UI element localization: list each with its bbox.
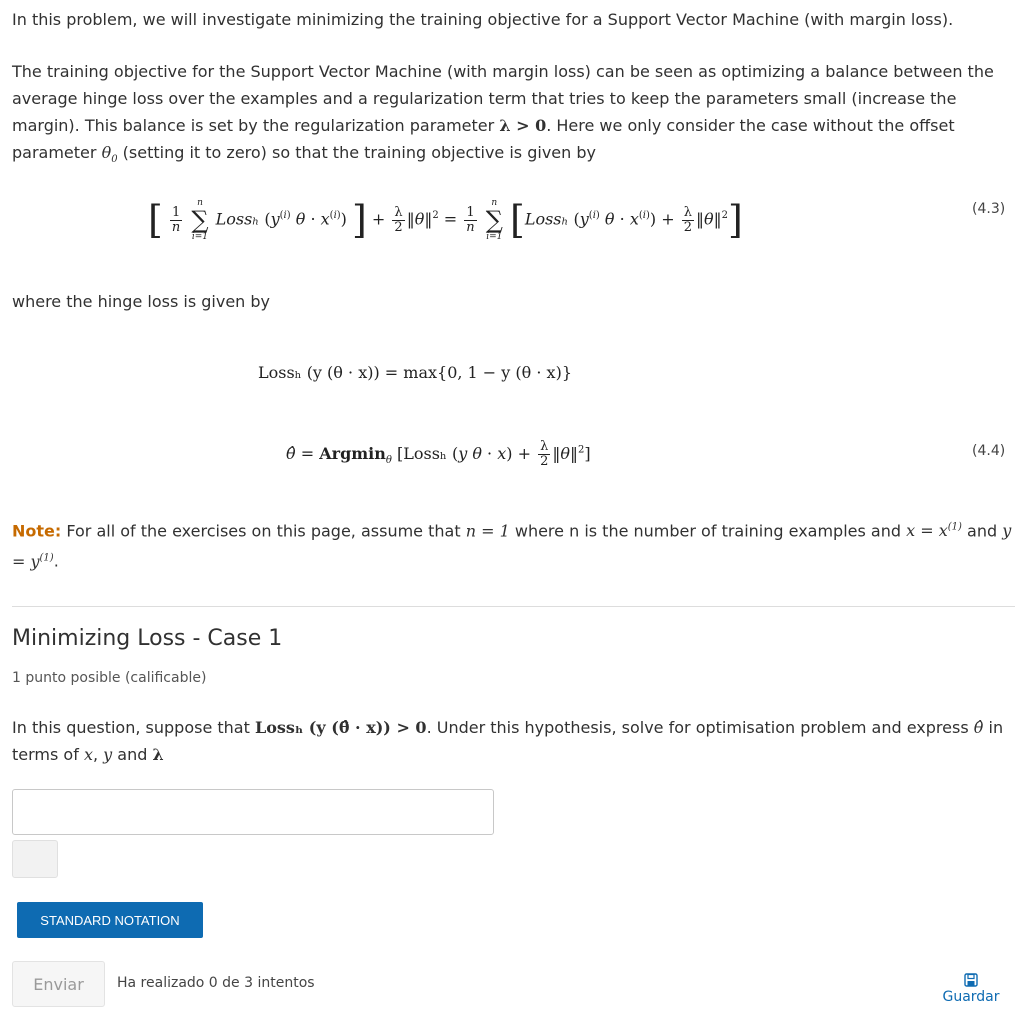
note-text-4: . (53, 551, 59, 571)
question-condition: Lossₕ (y (θ̂ · x)) > 0 (254, 718, 427, 737)
attempts-text: Ha realizado 0 de 3 intentos (117, 975, 315, 991)
note-n-eq: n = 1 (465, 521, 510, 541)
equation-4-3-number: (4.3) (972, 201, 1006, 217)
note-x-eq: $x = x^{(1)}$ (906, 521, 962, 541)
objective-paragraph (12, 58, 1012, 173)
note-text-1: For all of the exercises on this page, assume that (66, 521, 461, 541)
question-x: x (83, 745, 93, 764)
section-divider (12, 606, 1015, 607)
question-lambda: λ (152, 745, 164, 764)
note-label: Note: (12, 521, 62, 541)
equation-4-3: [ $\frac{1}{n}$ n ∑ i=1 Lossₕ ($y^{(i)}$ $\theta \cdot x^{(i)}$) ] + $\frac{\lambda}{2}$ ‖θ‖$^2$ = $\frac{1}{n}$ n ∑ i=1 [Lossₕ ($y^{(i)}$ $\theta \cdot x^{(i)}$) + $\frac{\lambda}{2}$ ‖θ‖$^2$] (148, 198, 743, 242)
note-text-3: and (967, 521, 998, 541)
question-text-3: in terms of (12, 718, 1004, 764)
objective-text-2: . Here we only consider the case without the offset parameter (12, 116, 955, 162)
submit-button[interactable]: Enviar (12, 961, 105, 1007)
question-text-2: . Under this hypothesis, solve for optimisation problem and express (426, 718, 969, 737)
hinge-intro-text: where the hinge loss is given by (12, 292, 271, 311)
standard-notation-button[interactable]: STANDARD NOTATION (17, 902, 203, 938)
save-button[interactable] (935, 973, 1007, 1005)
points-label: 1 punto posible (calificable) (12, 670, 207, 686)
floppy-disk-icon (964, 973, 978, 987)
theta-zero: $\theta_0$ (101, 143, 118, 166)
question-text-1: In this question, suppose that (12, 718, 250, 737)
answer-preview-box (12, 840, 58, 878)
intro-text: In this problem, we will investigate minimizing the training objective for a Support Vector Machine (with margin loss). (12, 10, 954, 29)
question-paragraph (12, 714, 1012, 768)
question-y: y (103, 745, 113, 764)
objective-text-1: The training objective for the Support Vector Machine (with margin loss) can be seen as optimizing a balance between the average hinge loss over the examples and a regularization term that tries to keep the parameters small (increase the margin). This balance is set by the regularization parameter (12, 62, 994, 135)
question-and: and (117, 745, 148, 764)
equation-4-4: θ̂ = Argmin$_\theta$ [Lossₕ (y θ · x) + $\frac{\lambda}{2}$ ‖θ‖$^2$] (286, 439, 591, 469)
note-y-eq: $y = y^{(1)}$ (12, 521, 1012, 571)
save-label: Guardar (942, 989, 1000, 1005)
note-text-2: where n is the number of training examples and (514, 521, 902, 541)
answer-input[interactable] (12, 789, 494, 835)
lambda-condition: λ > 0 (499, 116, 547, 135)
question-comma: , (92, 745, 99, 764)
section-title: Minimizing Loss - Case 1 (12, 626, 283, 651)
hinge-loss-equation: Lossₕ (y (θ · x)) = max{0, 1 − y (θ · x)} (258, 363, 572, 382)
note-paragraph (12, 514, 1012, 575)
equation-4-4-number: (4.4) (972, 443, 1006, 459)
objective-text-3: (setting it to zero) so that the training objective is given by (122, 143, 596, 162)
question-theta-hat: θ̂ (973, 718, 984, 737)
